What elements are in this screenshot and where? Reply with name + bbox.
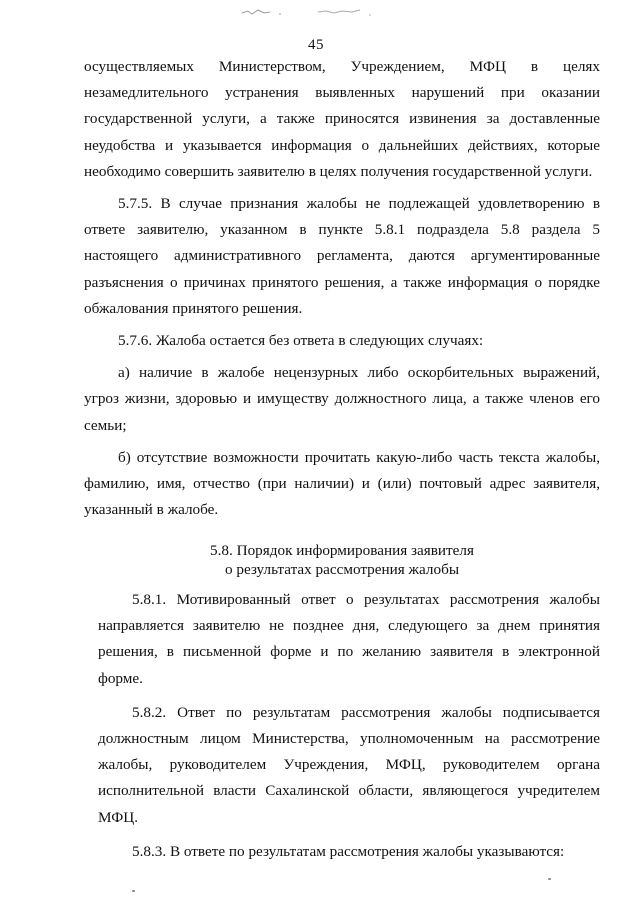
scan-artifact xyxy=(240,4,400,18)
scan-speck xyxy=(132,890,135,892)
paragraph-continuation: осуществляемых Министерством, Учреждением, МФЦ в целях незамедлительного устранения выявленных нарушений при оказании государственной услуги, а также приносятся извинения за доставленные неудобства и указывается информация о дальнейших действиях, которые необходимо совершить заявителю в целях получения государственной услуги. xyxy=(84,58,600,180)
paragraph-5-7-6: 5.7.6. Жалоба остается без ответа в следующих случаях: xyxy=(118,332,484,350)
section-heading-line-2: о результатах рассмотрения жалобы xyxy=(224,561,460,578)
section-heading-line-1: 5.8. Порядок информирования заявителя xyxy=(210,542,474,559)
document-body xyxy=(84,54,600,523)
list-item-b: б) отсутствие возможности прочитать какую-либо часть текста жалобы, фамилию, имя, отчество (при наличии) и (или) почтовый адрес заявителя, указанный в жалобе. xyxy=(84,448,600,519)
paragraph-5-7-5: 5.7.5. В случае признания жалобы не подлежащей удовлетворению в ответе заявителю, указанном в пункте 5.8.1 подраздела 5.8 раздела 5 настоящего административного регламента, даются аргументированные разъяснения о причинах принятого решения, а также информация о порядке обжалования принятого решения. xyxy=(84,195,600,317)
scan-speck xyxy=(548,878,551,880)
list-item-a: а) наличие в жалобе нецензурных либо оскорбительных выражений, угроз жизни, здоровью и имуществу должностного лица, а также членов его семьи; xyxy=(84,364,600,434)
section-heading xyxy=(84,541,600,579)
paragraph-5-8-1: 5.8.1. Мотивированный ответ о результатах рассмотрения жалобы направляется заявителю не позднее дня, следующего за днем принятия решения, в письменной форме и по желанию заявителя в электронной форме. xyxy=(98,591,600,687)
document-body-section xyxy=(98,587,600,865)
paragraph-5-8-3: 5.8.3. В ответе по результатам рассмотрения жалобы указываются: xyxy=(132,842,565,860)
page-number: 45 xyxy=(308,37,324,53)
paragraph-5-8-2: 5.8.2. Ответ по результатам рассмотрения жалобы подписывается должностным лицом Министерства, уполномоченным на рассмотрение жалобы, руководителем Учреждения, МФЦ, руководителем органа исполнительной власти Сахалинской области, являющегося учредителем МФЦ. xyxy=(98,703,600,826)
